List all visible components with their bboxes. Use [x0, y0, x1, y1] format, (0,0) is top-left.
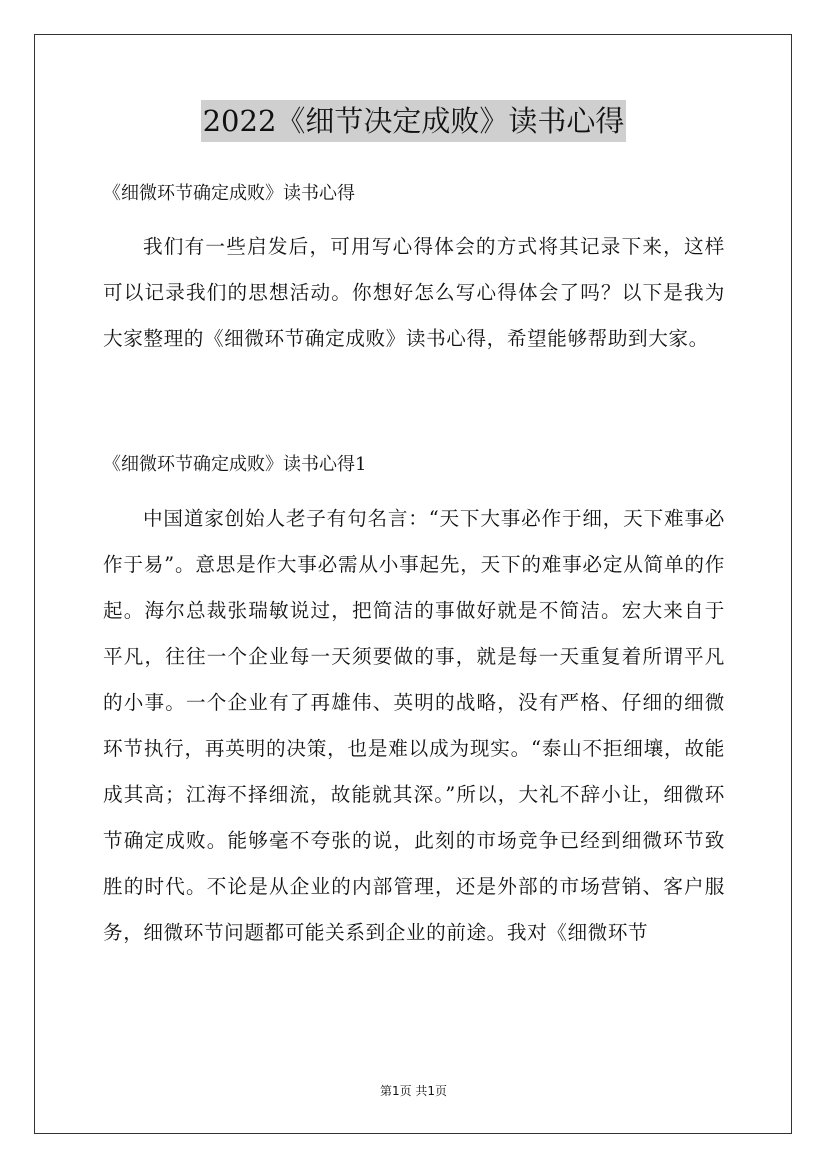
section1-paragraph: 中国道家创始人老子有句名言：“天下大事必作于细，天下难事必作于易”。意思是作大事必需从小事起先，天下的难事必定从简单的作起。海尔总裁张瑞敏说过，把简洁的事做好就是不简洁。宏大来自于平凡，往往一个企业每一天须要做的事，就是每一天重复着所谓平凡的小事。一个企业有了再雄伟、英明的战略，没有严格、仔细的细微环节执行，再英明的决策，也是难以成为现实。“泰山不拒细壤，故能成其高；江海不择细流，故能就其深。”所以，大礼不辞小让，细微环节确定成败。能够毫不夸张的说，此刻的市场竞争已经到细微环节致胜的时代。不论是从企业的内部管理，还是外部的市场营销、客户服务，细微环节问题都可能关系到企业的前途。我对《细微环节	[103, 507, 725, 944]
page-footer: 第1页 共1页	[379, 1084, 448, 1098]
section1-heading: 《细微环节确定成败》读书心得1	[103, 454, 367, 475]
document-title: 2022《细节决定成败》读书心得	[201, 100, 627, 142]
intro-heading: 《细微环节确定成败》读书心得	[103, 183, 355, 204]
intro-paragraph: 我们有一些启发后，可用写心得体会的方式将其记录下来，这样可以记录我们的思想活动。你想好怎么写心得体会了吗？以下是我为大家整理的《细微环节确定成败》读书心得，希望能够帮助到大家。	[103, 235, 725, 350]
title-container	[0, 100, 827, 142]
